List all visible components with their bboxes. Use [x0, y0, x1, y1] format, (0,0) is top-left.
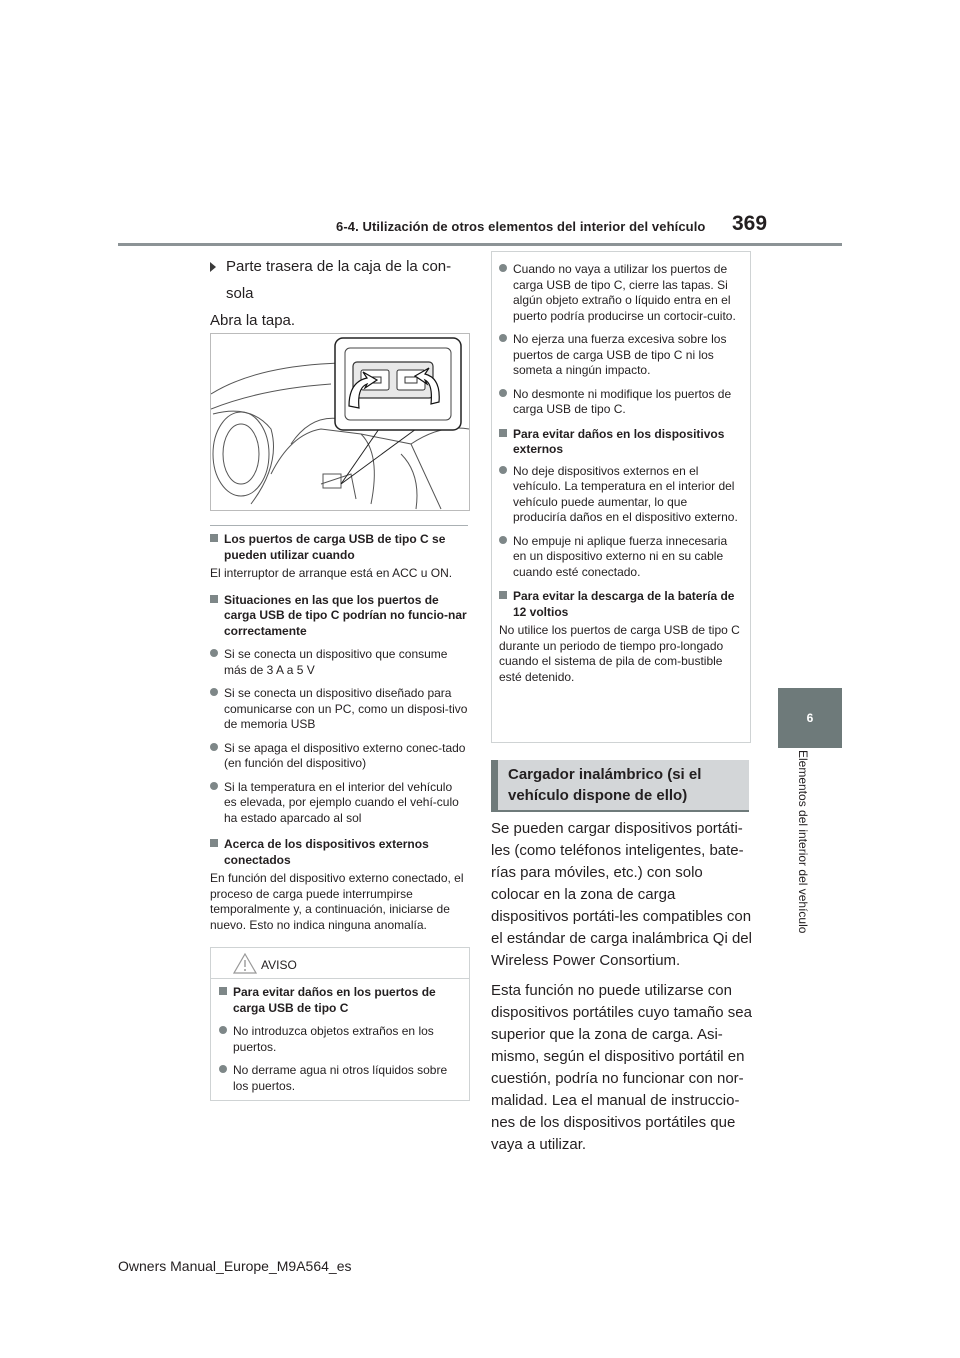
- step-line-1: Parte trasera de la caja de la con-: [226, 258, 452, 275]
- warning-box: [210, 947, 470, 1101]
- circle-bullet-icon: [499, 389, 507, 397]
- box-title-3: Para evitar la descarga de la batería de 12 voltios: [513, 589, 735, 619]
- body-paragraph-1: Se pueden cargar dispositivos portáti-les (como teléfonos inteligentes, bate-rías para móviles, etc.) con solo colocar en la zona de carga dispositivos portáti-les compatibles con el estándar de carga inalámbrica Qi del Wireless Power Consortium.: [491, 820, 752, 969]
- note-title-3: Acerca de los dispositivos externos conectados: [224, 837, 429, 867]
- box-title-2: Para evitar daños en los dispositivos externos: [513, 426, 725, 456]
- square-bullet-icon: [210, 839, 218, 847]
- note-title-2: Situaciones en las que los puertos de carga USB de tipo C podrían no funcio-nar correctamente: [224, 592, 467, 638]
- circle-bullet-icon: [499, 264, 507, 272]
- warning-triangle-icon: [233, 953, 257, 974]
- list-item: No ejerza una fuerza excesiva sobre los puertos de carga USB de tipo C ni los someta a ningún impacto.: [499, 332, 742, 379]
- box-body-3: No utilice los puertos de carga USB de tipo C durante un periodo de tiempo pro-longado cuando el sistema de pila de com-bustible esté detenido.: [499, 623, 740, 684]
- list-item: Si se apaga el dispositivo externo conec-tado (en función del dispositivo): [210, 741, 468, 772]
- circle-bullet-icon: [210, 688, 218, 696]
- circle-bullet-icon: [219, 1026, 227, 1034]
- triangle-bullet-icon: [210, 262, 216, 272]
- body-paragraph-2: Esta función no puede utilizarse con dispositivos portátiles cuyo tamaño sea superior que la zona de carga. Asi-mismo, según el dispositivo portátil en cuestión, podría no funcionar con nor-malidad. Lea el manual de instruccio-nes de los dispositivos portátiles que vaya a utilizar.: [491, 982, 752, 1153]
- list-item: No introduzca objetos extraños en los puertos.: [219, 1024, 461, 1055]
- warning-header: [211, 948, 469, 979]
- step-line-2: sola: [226, 285, 254, 302]
- list-item: Si la temperatura en el interior del vehículo es elevada, por ejemplo cuando el vehí-culo ha estado aparcado al sol: [210, 780, 468, 827]
- list-item: Si se conecta un dispositivo que consume más de 3 A a 5 V: [210, 647, 468, 678]
- circle-bullet-icon: [210, 649, 218, 657]
- circle-bullet-icon: [499, 466, 507, 474]
- usb-port-illustration: [210, 333, 470, 511]
- list-item: No desmonte ni modifique los puertos de carga USB de tipo C.: [499, 387, 742, 418]
- header-rule: [118, 243, 842, 246]
- warning-title: Para evitar daños en los puertos de carga USB de tipo C: [233, 985, 436, 1015]
- list-item: Si se conecta un dispositivo diseñado para comunicarse con un PC, como un disposi-tivo de memoria USB: [210, 686, 468, 733]
- footer-text: Owners Manual_Europe_M9A564_es: [118, 1258, 352, 1274]
- list-item: Cuando no vaya a utilizar los puertos de carga USB de tipo C, cierre las tapas. Si algún objeto extraño o líquido entra en el puerto podría producirse un cortocir-cuito.: [499, 262, 742, 324]
- note-body-1: El interruptor de arranque está en ACC u ON.: [210, 566, 453, 580]
- left-notes: [210, 532, 468, 933]
- square-bullet-icon: [499, 591, 507, 599]
- square-bullet-icon: [210, 595, 218, 603]
- section-heading: Cargador inalámbrico (si el vehículo dispone de ello): [491, 760, 749, 810]
- chapter-number: 6: [806, 711, 814, 725]
- chapter-label: Elementos del interior del vehículo: [796, 750, 810, 934]
- circle-bullet-icon: [210, 782, 218, 790]
- warning-box-continued: [491, 251, 751, 743]
- circle-bullet-icon: [499, 334, 507, 342]
- circle-bullet-icon: [219, 1065, 227, 1073]
- warning-label: AVISO: [261, 958, 297, 972]
- section-body: [491, 818, 753, 1156]
- notes-divider: [210, 525, 468, 526]
- console-usb-diagram-icon: [211, 334, 469, 510]
- list-item: No deje dispositivos externos en el vehículo. La temperatura en el interior del vehículo puede aumentar, lo que produciría daños en el dispositivo externo.: [499, 464, 742, 526]
- square-bullet-icon: [219, 987, 227, 995]
- instruction-text: Abra la tapa.: [210, 312, 296, 329]
- section-heading-rule: [491, 810, 749, 812]
- list-item: No derrame agua ni otros líquidos sobre los puertos.: [219, 1063, 461, 1094]
- circle-bullet-icon: [210, 743, 218, 751]
- chapter-tab: [778, 688, 842, 748]
- note-body-3: En función del dispositivo externo conectado, el proceso de carga puede interrumpirse temporalmente y, a continuación, iniciarse de nuevo. Esto no indica ninguna anomalía.: [210, 871, 464, 932]
- circle-bullet-icon: [499, 536, 507, 544]
- section-header-title: 6-4. Utilización de otros elementos del interior del vehículo: [336, 219, 706, 234]
- note-title-1: Los puertos de carga USB de tipo C se pueden utilizar cuando: [224, 532, 446, 562]
- list-item: No empuje ni aplique fuerza innecesaria en un dispositivo externo ni en su cable cuando esté conectado.: [499, 534, 742, 581]
- square-bullet-icon: [210, 534, 218, 542]
- page-number: 369: [732, 212, 768, 235]
- step-instruction: [210, 256, 470, 332]
- square-bullet-icon: [499, 429, 507, 437]
